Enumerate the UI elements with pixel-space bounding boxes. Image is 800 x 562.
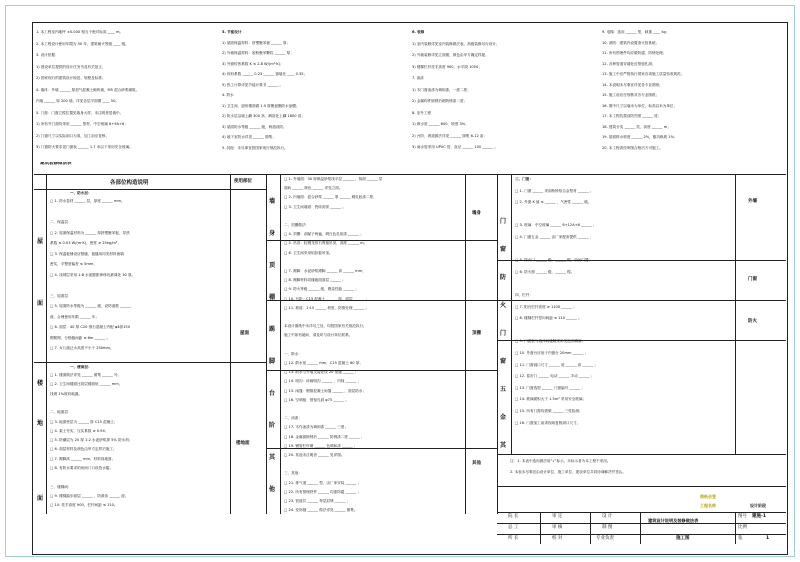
mid-use-line — [465, 174, 466, 514]
category-label: 墙 — [269, 198, 276, 205]
table-line: □ 7. 踢脚高 ______ mm，材料同地面； — [50, 456, 116, 461]
titleblock-top-line — [497, 486, 786, 487]
text-line: 2. 本表未尽事宜由设计单位、施工单位、建设单位共同协商解决并签认。 — [510, 470, 626, 474]
text-line: □ 16. 门窗加工前须现场复核洞口尺寸。 — [515, 420, 581, 425]
text-line: □ 23. 管道井 ______ 每层封堵 ______ ； — [284, 499, 351, 503]
text-line: 10. 消防：建筑内设置消火栓系统； — [602, 40, 660, 45]
category-label: 棚 — [269, 294, 276, 301]
category-label: 其 — [269, 454, 276, 461]
table-line: □ 7. 女儿墙泛水高度不小于 250mm。 — [50, 346, 114, 350]
text-line: 3) 屋面防水等级 ______ 级，两道设防； — [222, 124, 287, 129]
tb-v1 — [540, 512, 541, 544]
category-label: 踢 — [269, 326, 276, 333]
text-line: □ 14. 明沟：砖砌明沟 ______ ，内抹 ______ ； — [284, 379, 362, 384]
text-line: 2) 金属构件除锈后刷防锈漆二度； — [412, 99, 468, 103]
table-line: 二、保温层： — [50, 220, 72, 224]
text-line: □ 1. 外墙面：30 厚保温砂浆找平层 ______ ，抹面 ______ 层 — [284, 177, 383, 181]
left-cat-0: 屋 — [37, 238, 44, 245]
text-line: □ 3. 玻璃：中空玻璃 ______ 6+12A+6 ______ ； — [515, 223, 597, 228]
text-line: 本设计图纸中未详尽之处，均按国家有关规范执行； — [284, 324, 367, 329]
table-line: □ 6. 面层材料及颜色由甲方定样后施工； — [50, 447, 117, 452]
text-line: 1) 散水宽 ______ 600，坡度 3%； — [412, 122, 469, 126]
label-no: 图号 — [738, 514, 747, 519]
text-line: 12. 各种管道穿墙处应预留孔洞； — [602, 61, 656, 66]
text-line: □ 7. 阳台栏杆高度 ≥ 1100 ______ ； — [515, 304, 577, 309]
table-line: 二、地面层： — [50, 410, 72, 415]
text-line: 5. 其他：未尽事宜按国家现行规范执行。 — [222, 145, 288, 150]
table-header-line — [34, 189, 266, 190]
text-line: □ 12. 卷帘门 ______ 电动 ______ 手动 ______ ； — [515, 374, 595, 379]
stamp-3: 设计阶段 — [750, 503, 766, 508]
drawing-no: 建施-1 — [752, 514, 766, 519]
text-line: 1) 室内装修详见室内装修做法表，高级装修另行设计； — [412, 41, 500, 46]
text-line: 3) 外窗传热系数 K ≤ 2.8 W/(m²·K)； — [222, 61, 284, 66]
table-line: 系数 ≤ 0.03 W/(m·K)，密度 ≥ 25kg/m³； — [50, 241, 121, 245]
table-line: □ 8. 有防水要求的房间门口设挡水槛； — [50, 466, 114, 470]
text-line: 3. 设计依据： — [36, 53, 59, 57]
text-line: □ 1. 门窗 ______ 采用断桥铝合金型材 ______ 。 — [515, 188, 594, 193]
text-line: 16. 图中尺寸以毫米为单位，标高以米为单位； — [602, 103, 678, 108]
category-label: 窗 — [500, 246, 507, 253]
table-line: □ 3. 地面垫层为 ______ 厚 C15 混凝土； — [50, 419, 118, 424]
text-line: 1) 建设单位提供的设计任务书及有关批文； — [36, 64, 106, 69]
mid-use-0: 墙身 — [472, 211, 481, 216]
mid-use-1: 顶棚 — [472, 331, 481, 336]
text-line: □ 2. 外窗 K 值 ≤ ______ ，气密性 ______ 级。 — [515, 200, 592, 205]
text-line: □ 4. 顶棚：刮腻子两遍，刷白色乳胶漆 ______ ； — [284, 232, 364, 237]
text-line: 17. 本工程抗震设防烈度 ______ 度； — [602, 114, 662, 118]
text-line: 施工中如有疑问，请及时与设计单位联系。 — [284, 333, 353, 338]
text-line: 1. 本工程室内地坪 ±0.000 相当于绝对标高 ____ m。 — [36, 30, 124, 34]
table-line: □ 1. 防水卷材 ______ 层，厚度 ______ mm。 — [50, 199, 125, 203]
table-line: □ 5. 防潮层为 20 厚 1:2 水泥砂浆掺 5% 防水剂； — [50, 438, 133, 443]
tb-v4 — [735, 512, 736, 544]
text-line: 5) 热工计算详见节能计算书 ______ 。 — [222, 82, 284, 87]
right-cat-line — [511, 174, 512, 454]
category-label: 金 — [500, 414, 507, 421]
text-line: □ 19. 钢管栏杆刷 ______ 色调和漆 ______ ； — [284, 443, 358, 448]
text-line: □ 12. 散水宽 ______ mm，C15 混凝土 60 厚； — [284, 361, 363, 365]
text-line: □ 5. 防火门 ______ 级，______ 樘，设闭门器； — [515, 258, 593, 263]
text-line: □ 13. 散水与外墙交接处设 20 宽缝 ______ ； — [284, 370, 359, 375]
text-line: □ 14. 玻璃面积大于 1.5m² 采用安全玻璃； — [515, 397, 587, 402]
right-use-0: 外墙 — [748, 199, 757, 204]
left-cat-4: 面 — [37, 495, 44, 502]
text-line: □ 5. 吊顶：轻钢龙骨石膏板吊顶，高度 ______ m； — [284, 241, 368, 246]
category-label: 其 — [500, 442, 507, 449]
right-use-line — [735, 174, 736, 454]
category-label: 火 — [500, 302, 507, 309]
table-line: □ 4. 素土夯实，压实系数 ≥ 0.94； — [50, 428, 109, 433]
left-use-line — [230, 174, 231, 514]
text-line: □ 6. 防火窗 ______ 级，______ 樘。 — [515, 269, 575, 274]
text-line: 2) 外墙装修详见立面图，颜色由甲方确定样板； — [412, 53, 489, 57]
text-line: 11. 所有预埋件均应做防腐、防锈处理； — [602, 51, 667, 55]
text-line: 1) 屋面保温材料：挤塑聚苯板 ______ 厚； — [222, 40, 291, 45]
text-line: 4) 地下室防水详见 ______ 图集； — [222, 135, 276, 139]
tb-r1-0: 院 长 — [508, 514, 519, 519]
text-line: 5. 门窗：门窗立樘位置见墙身大样，未注明者居墙中。 — [36, 110, 124, 115]
text-line: □ 20. 其他未注明者 ______ 见详图。 — [284, 453, 345, 457]
text-line: 二、油漆： — [284, 416, 302, 421]
left-use-0: 屋面 — [240, 331, 249, 336]
tb-r1-2: 设 计 — [602, 514, 613, 519]
tb-r1-1: 审 定 — [552, 514, 563, 519]
right-split-2 — [497, 300, 786, 301]
table-top-line — [34, 174, 786, 175]
text-line: □ 2. 内墙面：混合砂浆 ______ 厚 ______ 刷乳胶漆二度； — [284, 195, 377, 200]
mid-split-4 — [266, 448, 497, 449]
text-line: □ 8. 踢脚材料同楼地面面层 ______ ； — [284, 278, 346, 283]
text-line: 6. 装修 — [412, 30, 425, 34]
text-line: 注：1. 本表中选用做法用“√”标示，未标示者为本工程不采用。 — [510, 459, 611, 463]
tb-r2-0: 总 工 — [508, 525, 519, 530]
left-end-line — [266, 174, 267, 514]
text-line: 2) 门窗尺寸以实际洞口为准，加工前应复核； — [36, 133, 110, 138]
text-line: 2) 防水层沿墙上翻 300 高，淋浴处上翻 1800 高； — [222, 114, 305, 118]
notes-line — [497, 454, 786, 455]
text-line: □ 9. 门窗框与墙体间缝隙采用发泡剂填塞； — [515, 339, 586, 344]
tb-v2 — [590, 512, 591, 544]
tb-r3-2: 专业负责 — [596, 536, 614, 541]
text-line: □ 9. 防火等级 ______ 级，燃烧性能 ______ ； — [284, 287, 359, 292]
text-line: 18. 建筑分类 ______ 类，高度 ______ m； — [602, 124, 671, 129]
text-line: 1) 卫生间、厨房楼面做 1.5 厚聚氨酯防水涂膜； — [222, 103, 300, 108]
drawing-phase: 施工图 — [676, 536, 690, 541]
text-line: 三、其他： — [284, 471, 302, 476]
table-line: □ 9. 楼梯踏步面层 ______ ，防滑条 ______ 道； — [50, 493, 129, 498]
mid-use-2: 其他 — [472, 461, 481, 466]
text-line: □ 16. 空调板：预留孔洞 φ75 ______ 。 — [284, 397, 349, 402]
label-sheet: 张 — [738, 536, 743, 541]
text-line: 面砖 ______ 颜色 ______ 详见立面。 — [284, 186, 343, 191]
text-line: 7. 油漆 — [412, 76, 424, 80]
category-label: 阶 — [269, 422, 276, 429]
left-cat-line — [46, 174, 47, 514]
left-split-line — [34, 362, 266, 363]
text-line: 1) 木门窗油漆为调和漆，一底二度； — [412, 87, 471, 92]
text-line: 4. 防水 — [222, 93, 234, 97]
text-line: 3) 楼梯栏杆扶手高度 900，水平段 1050； — [412, 64, 482, 69]
table-line: 钢筋网，分格缝间距 ≤ 6m ______ 。 — [50, 335, 111, 340]
block-title: 一、防水层： — [70, 191, 92, 195]
text-line: 2) 台阶、坡道做法详见 ______ 图集 6-12 条； — [412, 133, 488, 138]
text-line: □ 7. 踢脚：水泥砂浆踢脚 ______ 高 ______ mm； — [284, 269, 366, 273]
table-line: □ 1. 楼面做法详见 ______ 图集 ______ 号。 — [50, 373, 122, 377]
block-title: 一、楼面层： — [70, 365, 92, 369]
table-line: 密实，平整度偏差 ≤ 5mm； — [50, 262, 97, 266]
category-label: 他 — [269, 486, 276, 493]
tb-v3 — [640, 512, 641, 544]
text-line: 13. 施工中应严格执行国家各项施工质量验收规范； — [602, 72, 685, 76]
left-cat-1: 面 — [37, 300, 44, 307]
category-label: 身 — [269, 230, 276, 237]
text-line: □ 15. 所有门窗均需做 ______ 三性检测； — [515, 409, 583, 413]
drawing-sheet — [32, 22, 788, 555]
table-line: □ 5. 屋面防水等级为 ______ 级，设防道数 ______ — [50, 304, 131, 308]
text-line: 15. 施工前应仔细核对各专业图纸； — [602, 93, 660, 97]
table-line: □ 2. 屋面保温材料为 ______ 厚挤塑聚苯板，导热 — [50, 230, 130, 235]
text-line: □ 11. 坡道：1:10 ______ 坡度，防滑处理 ______ 。 — [284, 305, 370, 310]
text-line: □ 4. 门窗五金 ______ 由厂家配套提供 ______ ； — [515, 235, 594, 239]
category-label: 门 — [500, 330, 507, 337]
text-line: □ 24. 变形缝 ______ 做法详见 ______ 图集。 — [284, 508, 358, 513]
text-line: 4. 墙体：外墙 ______ 厚加气混凝土砌块墙，M5 混合砂浆砌筑。 — [36, 87, 140, 92]
table-line: 三、屋面层： — [50, 293, 72, 298]
category-label: 台 — [269, 390, 276, 397]
category-label: 窗 — [500, 358, 507, 365]
text-line: 内墙 ______ 厚 200 墙，详见各层平面图 ____ 50。 — [36, 99, 119, 103]
table-line: □ 2. 卫生间楼面比同层楼面低 ______ mm， — [50, 382, 123, 387]
stamp-1: 图纸会签 — [700, 494, 716, 499]
category-label: 五 — [500, 386, 507, 393]
table-line: 三、楼梯间： — [50, 484, 72, 489]
table-line: 道，合理使用年限 ______ 年； — [50, 314, 100, 319]
text-line: □ 11. 门窗洞口尺寸 ______ 宽 ______ 高 ______ ； — [515, 362, 598, 367]
text-line: 20. 本工程须经审图合格后方可施工。 — [602, 145, 663, 150]
table-line: □ 10. 扶手高度 900，栏杆间距 ≤ 110。 — [50, 503, 118, 508]
text-line: □ 18. 金属面除锈后 ______ 防锈漆二度 ______ ； — [284, 434, 365, 439]
text-line: 3. 节能设计 — [222, 30, 242, 34]
tb-r2-1: 审 核 — [552, 525, 563, 530]
text-line: 三、门窗： — [515, 177, 533, 181]
table-header-title: 各部位构造说明 — [110, 180, 149, 186]
text-line: □ 15. 雨篷：钢筋混凝土雨篷 ______ ，面层防水； — [284, 388, 366, 393]
right-use-1: 门窗 — [748, 277, 757, 282]
right-use-2: 防火 — [748, 319, 757, 324]
text-line: 8. 室外工程 — [412, 110, 431, 115]
text-line: □ 10. 外窗台应低于内窗台 20mm ______ ； — [515, 351, 589, 355]
tb-r2-2: 制 图 — [602, 525, 613, 530]
left-use-1: 楼地面 — [236, 441, 250, 446]
text-line: 9. 电梯：选用 ______ 型，载重 ____ kg； — [602, 30, 670, 34]
category-label: 顶 — [269, 262, 276, 269]
table-line: □ 6. 面层：40 厚 C20 细石混凝土内配 φ4@150 — [50, 325, 130, 329]
text-line: □ 3. 卫生间墙面：瓷砖到顶 ______ 。 — [284, 204, 346, 209]
table-header-use: 使用部位 — [234, 179, 252, 184]
left-cat-3: 地 — [37, 420, 44, 427]
tb-r3-1: 校 对 — [552, 536, 563, 541]
text-line: □ 8. 楼梯栏杆竖向间距 ≤ 110 ______ 。 — [515, 316, 582, 321]
mid-cat-line — [280, 174, 281, 514]
text-line: 4) 体形系数 ______ 0.23 ______ 窗墙比 ____ 0.35； — [222, 72, 308, 76]
text-line: 3) 雨水管采用 UPVC 管，直径 ______ 100 ______ 。 — [412, 145, 498, 149]
text-line: 1) 所有外门窗均采用 ______ 型材，中空玻璃 6+9A+6； — [36, 122, 128, 126]
table-line: □ 4. 找坡层采用 1:8 水泥膨胀珍珠岩最薄处 30 厚。 — [50, 272, 136, 277]
text-line: 一、散水： — [284, 351, 302, 356]
left-cat-2: 楼 — [37, 380, 44, 387]
tb-r3-0: 所 长 — [508, 536, 519, 541]
text-line: 3) 门窗防火要求见门窗表 ______ 1.7 米以下采用安全玻璃。 — [36, 145, 133, 149]
text-line: 14. 本说明未尽事宜详见各专业图纸； — [602, 82, 663, 87]
text-line: □ 6. 卫生间采用铝扣板吊顶。 — [284, 250, 333, 255]
table-line: 找坡 1%坡向地漏。 — [50, 391, 82, 396]
category-label: 门 — [500, 218, 507, 225]
text-line: □ 10. 台阶：C15 混凝土 ______ 厚，面层 ______ ； — [284, 296, 370, 301]
text-line: 2. 本工程设计使用年限为 50 年，建筑耐火等级 ____ 级。 — [36, 41, 129, 46]
stamp-2: 工程名称 — [700, 503, 716, 508]
text-line: □ 17. 木作油漆为调和漆 ______ 三度； — [284, 425, 348, 430]
section-label: 建筑装修做法表 — [40, 162, 72, 166]
text-line: □ 13. 门窗选型 ______ 门窗编号 ______ ； — [515, 385, 585, 390]
sheet-no: 1 — [766, 536, 770, 541]
mid-end-line — [497, 174, 498, 514]
table-line: □ 3. 保温板铺设应错缝，板缝用同类材料嵌填 — [50, 251, 124, 256]
text-line: 2) 外墙保温材料：胶粉聚苯颗粒 ______ 厚； — [222, 51, 294, 55]
category-label: 防 — [500, 274, 507, 281]
text-line: □ 21. 排气道 ______ 型，由厂家安装 ______ ； — [284, 480, 362, 485]
text-line: □ 22. 所有预埋铁件 ______ 均需防腐 ______ ； — [284, 489, 362, 494]
text-line: 2) 国家现行的建筑设计规范、规程及标准； — [36, 76, 106, 80]
category-label: 脚 — [269, 358, 276, 365]
text-line: 19. 屋面排水坡度 ______ 2%，檐沟纵坡 1%； — [602, 135, 678, 139]
text-line: 四、栏杆： — [515, 293, 533, 297]
text-line: 二、顶棚做法： — [284, 223, 310, 227]
drawing-title: 建筑设计说明及装修做法表 — [648, 518, 699, 523]
label-scale: 比例 — [738, 525, 747, 530]
